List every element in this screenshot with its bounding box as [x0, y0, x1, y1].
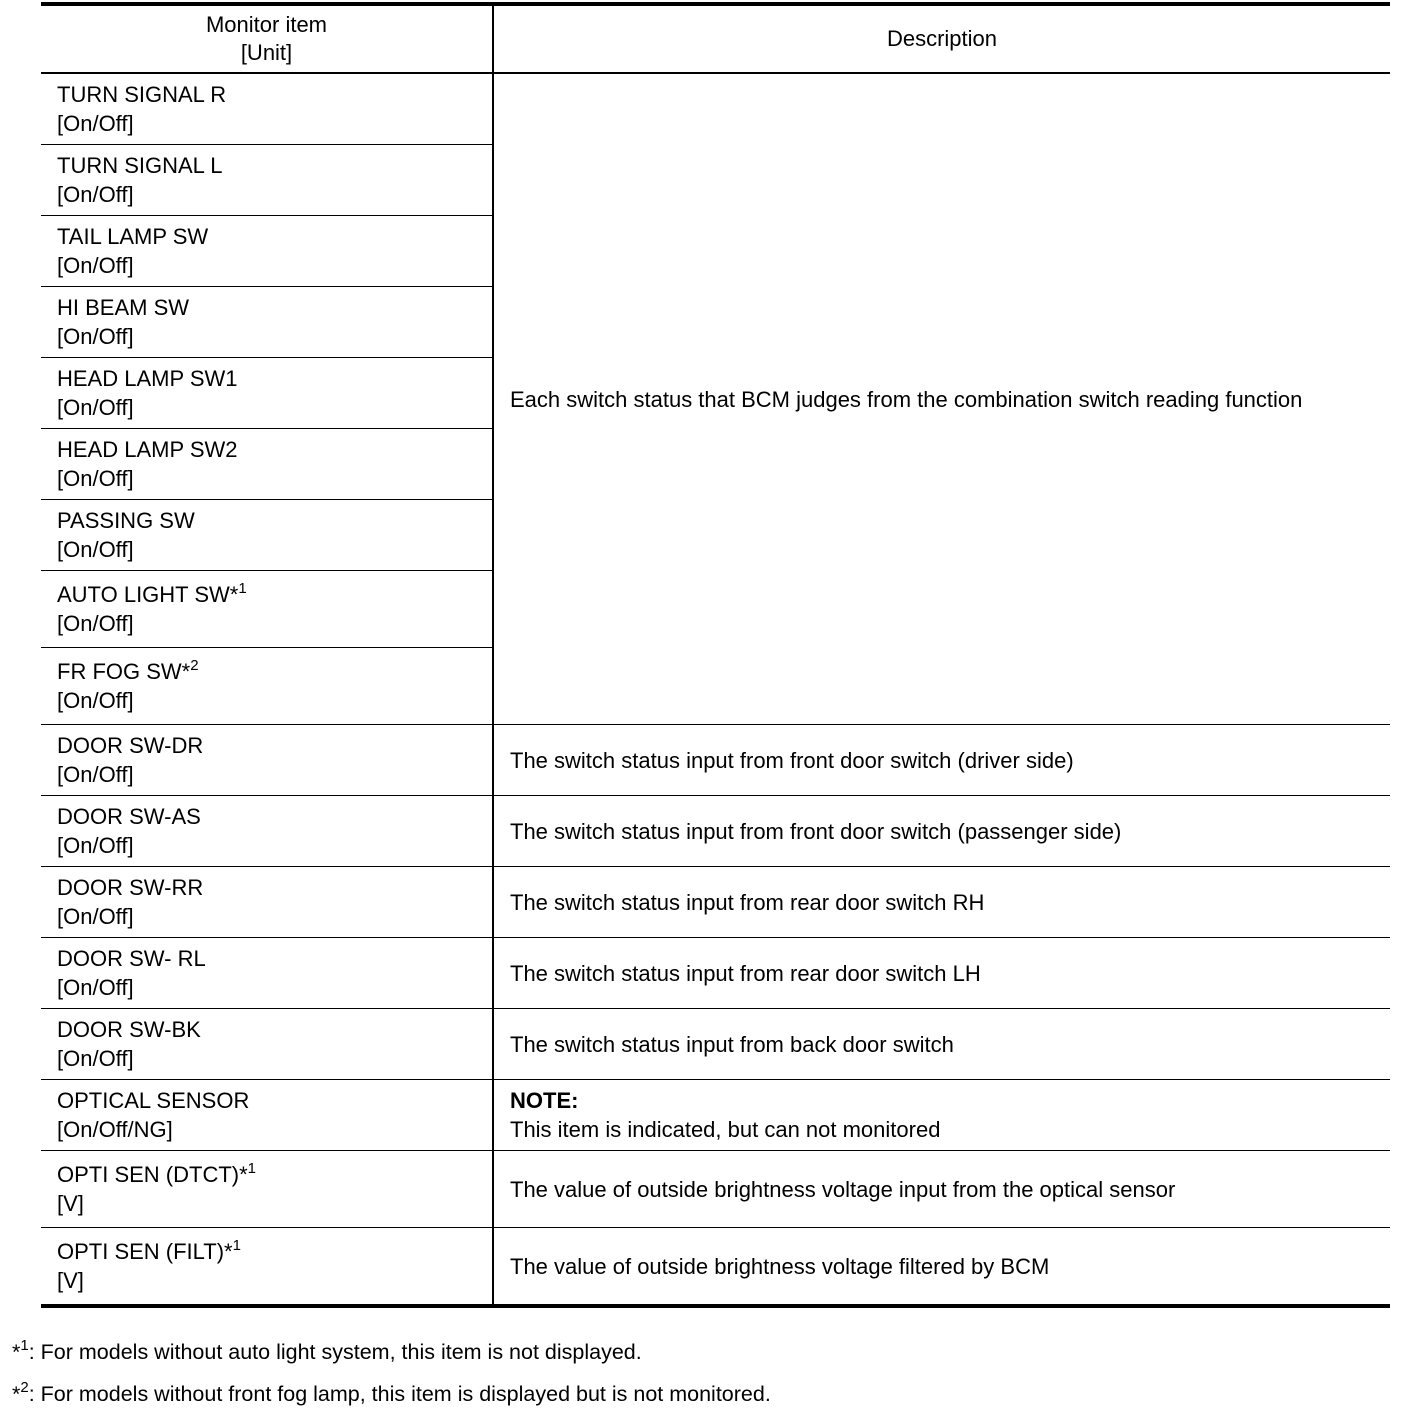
description-cell: The switch status input from rear door switch RH — [493, 867, 1390, 938]
footnote-ref: 1 — [247, 1160, 257, 1177]
item-unit: [On/Off/NG] — [57, 1117, 173, 1142]
table-row — [41, 1080, 1390, 1151]
item-unit: [On/Off] — [57, 182, 134, 207]
monitor-item-cell — [41, 73, 493, 145]
item-unit: [On/Off] — [57, 975, 134, 1000]
footnote-ref: 2 — [190, 657, 199, 674]
table-row — [41, 938, 1390, 1009]
item-name: TURN SIGNAL L — [57, 153, 223, 178]
item-name-text: FR FOG SW* — [57, 659, 191, 684]
item-unit: [On/Off] — [57, 762, 134, 787]
item-name: DOOR SW-RR — [57, 875, 204, 900]
item-name: TURN SIGNAL R — [57, 82, 227, 107]
footnote-mark: * — [12, 1340, 21, 1364]
description-cell — [493, 1080, 1390, 1151]
item-name: DOOR SW-AS — [57, 804, 201, 829]
footnote-number: 2 — [20, 1379, 29, 1396]
item-unit: [On/Off] — [57, 111, 134, 136]
item-name — [57, 1237, 492, 1266]
item-unit: [V] — [57, 1191, 84, 1216]
monitor-item-cell — [41, 648, 493, 725]
monitor-item-cell — [41, 867, 493, 938]
footnote-number: 1 — [20, 1337, 29, 1354]
item-name: DOOR SW-BK — [57, 1017, 201, 1042]
monitor-item-cell — [41, 1009, 493, 1080]
item-name: DOOR SW-DR — [57, 733, 204, 758]
monitor-item-cell — [41, 500, 493, 571]
footnote-ref: 1 — [238, 580, 247, 597]
footnote-1 — [12, 1331, 771, 1373]
table-row — [41, 1009, 1390, 1080]
item-name — [57, 580, 492, 609]
footnote-mark: * — [12, 1382, 21, 1406]
description-cell: The switch status input from front door switch (driver side) — [493, 725, 1390, 796]
note-text: This item is indicated, but can not monitored — [510, 1117, 941, 1142]
description-cell: The value of outside brightness voltage filtered by BCM — [493, 1228, 1390, 1307]
item-name: DOOR SW- RL — [57, 946, 206, 971]
item-unit: [On/Off] — [57, 833, 134, 858]
item-name: HEAD LAMP SW2 — [57, 437, 238, 462]
table-row — [41, 796, 1390, 867]
item-name-text: OPTI SEN (DTCT)* — [57, 1162, 248, 1187]
monitor-item-cell — [41, 571, 493, 648]
item-name: TAIL LAMP SW — [57, 224, 209, 249]
footnote-ref: 1 — [232, 1237, 241, 1254]
item-name: HEAD LAMP SW1 — [57, 366, 238, 391]
item-name: OPTICAL SENSOR — [57, 1088, 250, 1113]
item-name-text: OPTI SEN (FILT)* — [57, 1239, 233, 1264]
monitor-item-cell — [41, 145, 493, 216]
monitor-item-cell — [41, 287, 493, 358]
note-title: NOTE: — [510, 1088, 579, 1113]
description-cell: The switch status input from front door switch (passenger side) — [493, 796, 1390, 867]
item-unit: [On/Off] — [57, 253, 134, 278]
item-name — [57, 1160, 492, 1189]
monitor-item-cell — [41, 725, 493, 796]
table-row — [41, 725, 1390, 796]
footnote-text: : For models without auto light system, this item is not displayed. — [28, 1340, 642, 1364]
item-unit: [On/Off] — [57, 688, 134, 713]
item-name: HI BEAM SW — [57, 295, 190, 320]
header-unit-label: [Unit] — [240, 40, 293, 65]
monitor-item-cell — [41, 1151, 493, 1228]
item-unit: [On/Off] — [57, 324, 134, 349]
description-cell: The value of outside brightness voltage input from the optical sensor — [493, 1151, 1390, 1228]
header-description: Description — [493, 4, 1390, 73]
footnote-text: : For models without front fog lamp, this item is displayed but is not monitored. — [28, 1382, 771, 1406]
item-unit: [On/Off] — [57, 1046, 134, 1071]
monitor-item-cell — [41, 1228, 493, 1307]
item-unit: [On/Off] — [57, 904, 134, 929]
monitor-item-cell — [41, 216, 493, 287]
monitor-item-cell — [41, 796, 493, 867]
item-name — [57, 657, 492, 686]
table-row — [41, 73, 1390, 145]
table-row — [41, 1228, 1390, 1307]
header-monitor-item — [41, 4, 493, 73]
header-monitor-item-label: Monitor item — [205, 12, 328, 37]
table-row — [41, 867, 1390, 938]
item-name-text: AUTO LIGHT SW* — [57, 582, 239, 607]
item-unit: [On/Off] — [57, 537, 134, 562]
item-unit: [V] — [57, 1268, 84, 1293]
item-unit: [On/Off] — [57, 611, 134, 636]
description-cell: The switch status input from back door switch — [493, 1009, 1390, 1080]
footnote-2 — [12, 1373, 771, 1415]
monitor-item-cell — [41, 358, 493, 429]
description-cell: The switch status input from rear door switch LH — [493, 938, 1390, 1009]
monitor-item-cell — [41, 938, 493, 1009]
footnotes — [12, 1331, 771, 1415]
table-row — [41, 1151, 1390, 1228]
merged-description-cell: Each switch status that BCM judges from the combination switch reading function — [493, 73, 1390, 725]
item-unit: [On/Off] — [57, 466, 134, 491]
monitor-item-table — [41, 2, 1390, 1308]
item-unit: [On/Off] — [57, 395, 134, 420]
monitor-item-cell — [41, 429, 493, 500]
item-name: PASSING SW — [57, 508, 195, 533]
monitor-item-cell — [41, 1080, 493, 1151]
table-header-row — [41, 4, 1390, 73]
